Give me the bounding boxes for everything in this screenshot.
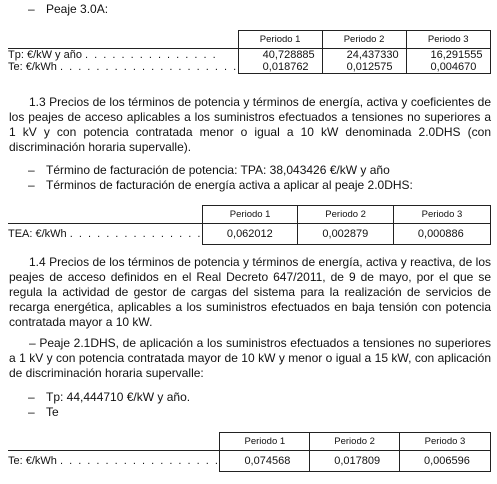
table-header-row [8,206,491,224]
list-item-text: Término de facturación de potencia: TPA: 38,043426 €/kW y año [46,163,390,177]
table-peaje-20dhs [8,205,491,245]
table-peaje-21dhs [8,432,491,472]
bullet-dash: – [28,163,35,177]
bullet-dash: – [28,390,35,404]
bullet-dash: – [28,178,35,192]
column-header: Periodo 2 [322,31,406,49]
table-cell: 16,291555 [406,49,490,62]
table-peaje-30a [8,30,491,74]
table-cell: 0,002879 [298,224,394,245]
table-cell: 24,437330 [322,49,406,62]
list-item-text: Te [46,405,59,419]
table-cell: 0,006596 [400,451,491,472]
list-item [28,405,59,420]
leader-dots: . . . . . . . . . . . . . . . [69,228,202,240]
column-header: Periodo 2 [310,433,400,451]
bullet-dash: – [28,2,35,16]
list-item-text: Términos de facturación de energía activa a aplicar al peaje 2.0DHS: [46,178,413,192]
row-label: Te: €/kWh . . . . . . . . . . . . . . . . . . [8,451,220,472]
table-cell: 0,062012 [202,224,298,245]
column-header: Periodo 1 [202,206,298,224]
table-cell: 0,012575 [322,61,406,74]
leader-dots: . . . . . . . . . . . . . . . . . . [59,455,220,467]
list-item-text: Tp: 44,444710 €/kW y año. [46,390,191,404]
row-label: Te: €/kWh . . . . . . . . . . . . . . . . . . . . [8,61,238,74]
table-row [8,224,491,245]
column-header: Periodo 2 [298,206,394,224]
bullet-peaje-30a [28,2,108,17]
table-cell: 40,728885 [238,49,322,62]
column-header: Periodo 3 [393,206,490,224]
column-header: Periodo 1 [238,31,322,49]
row-label: TEA: €/kWh . . . . . . . . . . . . . . . [8,224,202,245]
list-item [28,178,413,193]
table-cell: 0,074568 [220,451,310,472]
table-cell: 0,004670 [406,61,490,74]
table-row [8,49,491,62]
list-item [28,163,390,178]
paragraph-peaje-21dhs: – Peaje 2.1DHS, de aplicación a los suministros efectuados a tensiones no superiores a 1 kV y con potencia contratada mayor de 10 kW y menor o igual a 15 kW, con aplicación de discriminación horaria supervalle: [9,336,491,380]
table-cell: 0,018762 [238,61,322,74]
peaje-30a-heading: Peaje 3.0A: [46,2,109,16]
column-header: Periodo 3 [400,433,491,451]
table-row [8,61,491,74]
table-cell: 0,017809 [310,451,400,472]
table-header-row [8,433,491,451]
leader-dots: . . . . . . . . . . . . . . . [85,49,218,61]
list-item [28,390,190,405]
row-label: Tp: €/kW y año . . . . . . . . . . . . . . . [8,49,238,62]
paragraph-1-4: 1.4 Precios de los términos de potencia y términos de energía, activa y reactiva, de los peajes de acceso definidos en el Real Decreto 647/2011, de 9 de mayo, por el que se regula la actividad de gestor de cargas del sistema para la realización de servicios de recarga energética, aplicables a los suministros efectuados en baja tensión con potencia contratada mayor a 10 kW. [9,255,491,329]
paragraph-1-3: 1.3 Precios de los términos de potencia y términos de energía, activa y coeficientes de los peajes de acceso aplicables a los suministros efectuados a tensiones no superiores a 1 kV y con potencia contratada menor o igual a 10 kW denominada 2.0DHS (con discriminación horaria supervalle). [9,95,491,154]
column-header: Periodo 1 [220,433,310,451]
leader-dots: . . . . . . . . . . . . . . . . . . . . [59,61,238,74]
table-header-row [8,31,491,49]
bullet-dash: – [28,405,35,419]
table-cell: 0,000886 [393,224,490,245]
table-row [8,451,491,472]
column-header: Periodo 3 [406,31,490,49]
